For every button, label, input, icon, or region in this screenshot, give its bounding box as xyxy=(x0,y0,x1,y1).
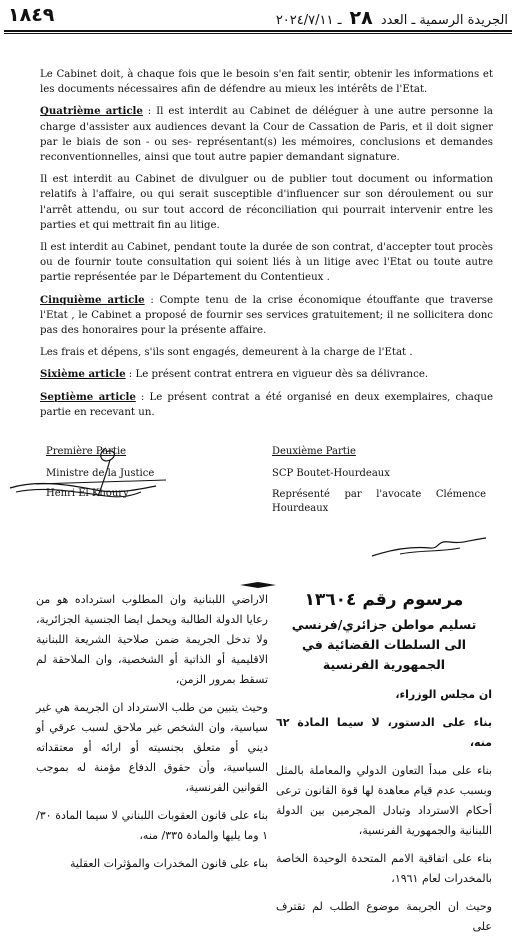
first-party-signature xyxy=(6,440,196,510)
article-7-text: : Le présent contrat a été organisé en deux exemplaires, chaque partie en recevant un. xyxy=(40,391,493,418)
decree-subtitle-2: الى السلطات القضائية في الجمهورية الفرنسية xyxy=(301,637,467,672)
header-rule xyxy=(4,30,512,32)
gazette-name: الجريدة الرسمية ـ العدد xyxy=(380,13,508,28)
decree-subtitle-1: تسليم مواطن جزائري/فرنسي xyxy=(291,617,477,632)
issue-number: ٢٨ xyxy=(349,7,373,29)
article-6 xyxy=(40,367,493,382)
article-7 xyxy=(40,390,493,420)
second-party-firm: SCP Boutet-Hourdeaux xyxy=(272,468,390,479)
gazette-title xyxy=(276,7,508,29)
french-contract-text xyxy=(40,67,493,427)
paragraph-cooperation: بناء على مبدأ التعاون الدولي والمعاملة بالمثل وبسبب عدم قيام معاهدة لها قوة القانون ترعى أحكام الاسترداد وتبادل المجرمين بين الدولة اللبنانية والجمهورية الفرنسية، xyxy=(276,764,492,837)
paragraph-un-convention: بناء على اتفاقية الامم المتحدة الوحيدة الخاصة بالمخدرات لعام ١٩٦١، xyxy=(276,852,492,885)
article-5 xyxy=(40,293,493,339)
article-5-text: : Compte tenu de la crise économique étouffante que traverse l'Etat , le Cabinet a proposé de fournir ses services gratuitement; il ne sollicitera donc pas des honoraires pour la présente affaire. xyxy=(40,294,493,337)
section-divider xyxy=(240,582,276,588)
paragraph-narcotics-law: بناء على قانون المخدرات والمؤثرات العقلية xyxy=(70,857,268,870)
second-party-block xyxy=(272,444,486,516)
header-rule-thin xyxy=(4,33,512,34)
article-5-label: Cinquième article xyxy=(40,293,145,306)
paragraph-constitution: بناء على الدستور، لا سيما المادة ٦٢ منه، xyxy=(276,716,492,749)
paragraph-crime-location: وحيث ان الجريمة موضوع الطلب لم تقترف على xyxy=(276,900,492,933)
decree-title xyxy=(276,590,492,611)
paragraph-conflict: Il est interdit au Cabinet, pendant toute la durée de son contrat, d'accepter tout procès ou de fournir toute consultation qui soient liés à un litige avec l'Etat ou toute autre partie représentée par le Département du Contentieux . xyxy=(40,242,493,284)
paragraph-territory: الاراضي اللبنانية وان المطلوب استرداده هو من رعايا الدولة الطالبة ويحمل ايضا الجنسية الجزائرية، ولا تدخل الجريمة ضمن صلاحية الشريعة اللبنانية الاقليمية أو الذاتية أو الشخصية، وان الملاحقة لم تسقط بمرور الزمن، xyxy=(36,593,268,686)
page-header xyxy=(6,4,510,28)
article-4-text: : Il est interdit au Cabinet de déléguer à une autre personne la charge d'assister aux audiences devant la Cour de Cassation de Paris, et il doit signer par le biais de son - ou ses- représentant(s) les mémoires, conclusions et demandes reconventionnelles, ainsi que tout autre papier demandant signature. xyxy=(40,106,493,164)
second-party-representative: Représenté par l'avocate Clémence Hourdeaux xyxy=(272,489,486,514)
article-6-text: : Le présent contrat entrera en vigueur dès sa délivrance. xyxy=(125,369,429,381)
decree-number: مرسوم رقم ١٣٦٠٤ xyxy=(304,590,464,610)
arabic-right-column xyxy=(276,590,492,945)
paragraph-council: ان مجلس الوزراء، xyxy=(395,688,492,701)
paragraph-cabinet-duty: Le Cabinet doit, à chaque fois que le besoin s'en fait sentir, obtenir les informations et les documents nécessaires afin de défendre au mieux les intérêts de l'Etat. xyxy=(40,69,493,96)
first-party-name: Henri El Khoury xyxy=(46,488,129,499)
article-4 xyxy=(40,104,493,165)
article-7-label: Septième article xyxy=(40,390,136,403)
article-6-label: Sixième article xyxy=(40,368,126,381)
first-party-role: Ministre de la Justice xyxy=(46,468,155,479)
article-4-label: Quatrième article xyxy=(40,105,143,118)
arabic-left-column xyxy=(36,590,268,882)
first-party-title: Première Partie xyxy=(46,446,127,457)
second-party-signature xyxy=(370,536,490,560)
page-number: ١٨٤٩ xyxy=(8,4,55,26)
paragraph-penal-code: بناء على قانون العقوبات اللبناني لا سيما المادة ٣٠/ ١ وما يليها والمادة ٣٣٥/ منه، xyxy=(36,809,268,842)
second-party-title: Deuxième Partie xyxy=(272,446,356,457)
paragraph-fees: Les frais et dépens, s'ils sont engagés, demeurent à la charge de l'Etat . xyxy=(40,347,413,359)
paragraph-non-political: وحيث يتبين من طلب الاسترداد ان الجريمة هي غير سياسية، وان الشخص غير ملاحق لسبب عرقي أو ديني أو متعلق بجنسيته أو ارائه أو معتقداته السياسية، وأن حقوق الدفاع مؤمنة له بموجب القوانين الفرنسية، xyxy=(36,701,268,794)
issue-date: ـ ٢٠٢٤/٧/١١ xyxy=(275,13,342,28)
paragraph-disclosure: Il est interdit au Cabinet de divulguer ou de publier tout document ou information relatifs à l'affaire, ou qui serait susceptible d'influencer sur son déroulement ou sur l'arrêt attendu, ou sur tout accord de réconciliation qui pourrait intervenir entre les parties et qui mettrait fin au litige. xyxy=(40,174,493,231)
